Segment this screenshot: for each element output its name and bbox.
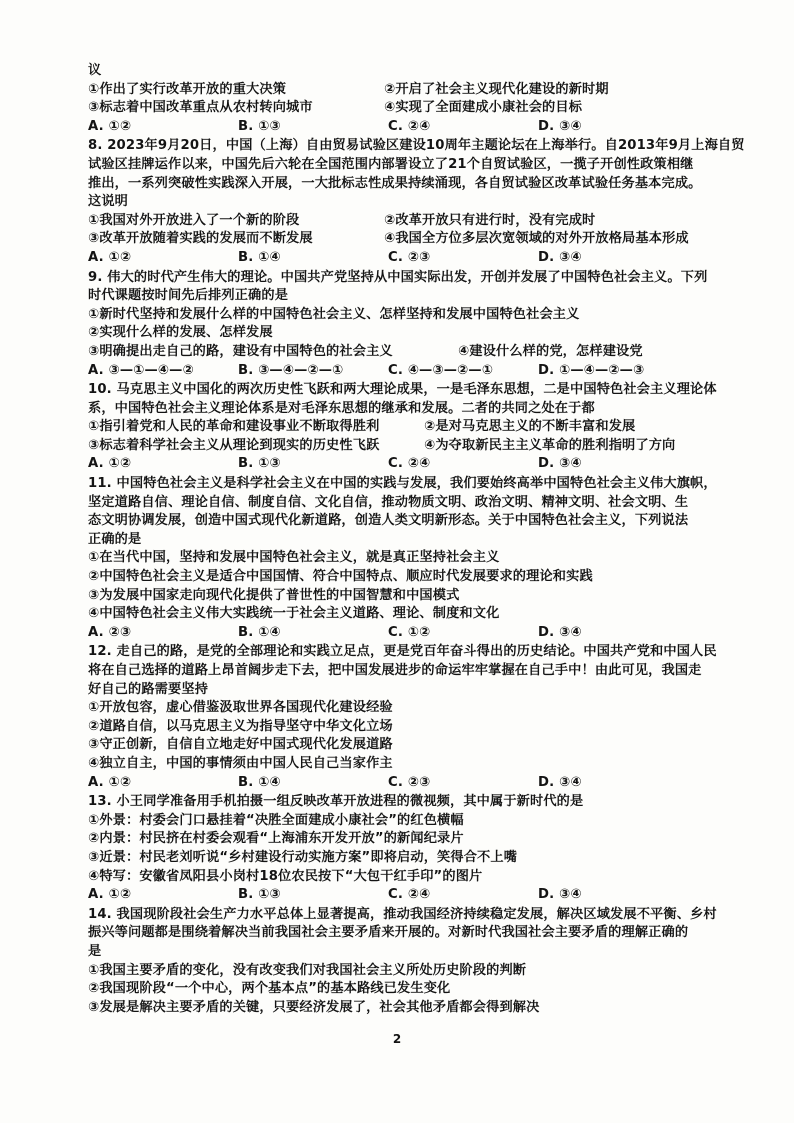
- question-stem-line: 12. 走自己的路，是党的全部理论和实践立足点，更是党百年奋斗得出的历史结论。中国共产党和中国人民: [88, 644, 717, 660]
- question-stem-line: 好自己的路需要坚持: [88, 681, 209, 697]
- question-stem-line: 态文明协调发展，创造中国式现代化新道路，创造人类文明新形态。关于中国特色社会主义，下列说法: [88, 513, 689, 529]
- question-stem-line: 坚定道路自信、理论自信、制度自信、文化自信，推动物质文明、政治文明、精神文明、社会文明、生: [88, 494, 689, 510]
- option-4: ④我国全方位多层次宽领域的对外开放格局基本形成: [384, 231, 689, 247]
- question-12: [88, 643, 718, 792]
- answer-b: B. ③—④—②—①: [238, 362, 344, 378]
- answer-a: A. ①②: [88, 887, 132, 903]
- answer-d: D. ③④: [538, 118, 582, 134]
- answer-d: D. ①—④—②—③: [538, 362, 645, 378]
- option-3: ③为发展中国家走向现代化提供了普世性的中国智慧和中国模式: [88, 587, 460, 603]
- question-stem-line: 这说明: [88, 194, 129, 210]
- option-row: [88, 212, 718, 231]
- option-3: ③守正创新，自信自立地走好中国式现代化发展道路: [88, 737, 393, 753]
- option-2: ②开启了社会主义现代化建设的新时期: [384, 81, 609, 97]
- option-1: ①作出了实行改革开放的重大决策: [88, 81, 287, 97]
- answer-c: C. ②④: [388, 118, 431, 134]
- question-stem-line: 11. 中国特色社会主义是科学社会主义在中国的实践与发展，我们要始终高举中国特色社会主义伟大旗帜，: [88, 476, 717, 492]
- answer-d: D. ③④: [538, 456, 582, 472]
- question-stem-line: 时代课题按时间先后排列正确的是: [88, 288, 289, 304]
- option-3: ③改革开放随着实践的发展而不断发展: [88, 231, 313, 247]
- question-14: [88, 906, 718, 1018]
- question-stem-line: 系，中国特色社会主义理论体系是对毛泽东思想的继承和发展。二者的共同之处在于都: [88, 400, 595, 416]
- question-13: [88, 793, 718, 905]
- answer-choices: [88, 455, 718, 474]
- option-row: [88, 99, 718, 118]
- question-stem-line: 正确的是: [88, 531, 142, 547]
- question-stem-line: 13. 小王同学准备用手机拍摄一组反映改革开放进程的微视频，其中属于新时代的是: [88, 794, 584, 810]
- option-4: ④为夺取新民主主义革命的胜利指明了方向: [424, 437, 676, 453]
- answer-c: C. ②③: [388, 249, 431, 265]
- answer-b: B. ①④: [238, 774, 281, 790]
- option-row: [88, 343, 718, 362]
- option-1: ①开放包容，虚心借鉴汲取世界各国现代化建设经验: [88, 700, 393, 716]
- question-stem-line: 8. 2023年9月20日，中国（上海）自由贸易试验区建设10周年主题论坛在上海举行。自2013年9月上海自贸: [88, 138, 745, 154]
- answer-choices: [88, 362, 718, 381]
- question-10: [88, 381, 718, 474]
- option-row: [88, 81, 718, 100]
- answer-d: D. ③④: [538, 624, 582, 640]
- answer-choices: [88, 249, 718, 268]
- answer-a: A. ①②: [88, 118, 132, 134]
- answer-a: A. ①②: [88, 456, 132, 472]
- answer-b: B. ①③: [238, 118, 281, 134]
- answer-a: A. ③—①—④—②: [88, 362, 194, 378]
- option-1: ①外景：村委会门口悬挂着“决胜全面建成小康社会”的红色横幅: [88, 812, 464, 828]
- question-stem-line: 9. 伟大的时代产生伟大的理论。中国共产党坚持从中国实际出发，开创并发展了中国特色社会主义。下列: [88, 269, 708, 285]
- option-1: ①新时代坚持和发展什么样的中国特色社会主义、怎样坚持和发展中国特色社会主义: [88, 306, 580, 322]
- question-9: [88, 269, 718, 381]
- page-number: 2: [392, 1032, 402, 1046]
- question-stem-line: 将在自己选择的道路上昂首阔步走下去，把中国发展进步的命运牢牢掌握在自己手中！由此可见，我国走: [88, 663, 702, 678]
- option-4: ④独立自主，中国的事情须由中国人民自己当家作主: [88, 755, 393, 771]
- answer-c: C. ④—③—②—①: [388, 362, 494, 378]
- answer-a: A. ①②: [88, 249, 132, 265]
- answer-a: A. ①②: [88, 774, 132, 790]
- question-stem-line: 议: [88, 63, 102, 78]
- answer-b: B. ①③: [238, 456, 281, 472]
- answer-c: C. ②④: [388, 456, 431, 472]
- option-3: ③标志着科学社会主义从理论到现实的历史性飞跃: [88, 437, 380, 453]
- option-4: ④建设什么样的党，怎样建设党: [458, 343, 643, 359]
- option-2: ②中国特色社会主义是适合中国国情、符合中国特点、顺应时代发展要求的理论和实践: [88, 569, 593, 585]
- answer-c: C. ②③: [388, 774, 431, 790]
- option-2: ②内景：村民挤在村委会观看“上海浦东开发开放”的新闻纪录片: [88, 831, 464, 847]
- option-2: ②我国现阶段“一个中心，两个基本点”的基本路线已发生变化: [88, 981, 451, 997]
- option-3: ③标志着中国改革重点从农村转向城市: [88, 100, 313, 116]
- answer-choices: [88, 624, 718, 643]
- question-8: [88, 137, 745, 267]
- option-1: ①我国对外开放进入了一个新的阶段: [88, 212, 300, 228]
- question-stem-line: 14. 我国现阶段社会生产力水平总体上显著提高，推动我国经济持续稳定发展，解决区域发展不平衡、乡村: [88, 906, 717, 922]
- option-4: ④实现了全面建成小康社会的目标: [384, 100, 583, 116]
- option-3: ③发展是解决主要矛盾的关键，只要经济发展了，社会其他矛盾都会得到解决: [88, 999, 540, 1015]
- exam-content: [88, 62, 745, 1017]
- option-3: ③近景：村民老刘听说“乡村建设行动实施方案”即将启动，笑得合不上嘴: [88, 849, 518, 865]
- option-4: ④中国特色社会主义伟大实践统一于社会主义道路、理论、制度和文化: [88, 606, 500, 622]
- answer-b: B. ①③: [238, 887, 281, 903]
- answer-d: D. ③④: [538, 774, 582, 790]
- answer-choices: [88, 774, 718, 793]
- option-1: ①指引着党和人民的革命和建设事业不断取得胜利: [88, 419, 380, 435]
- question-7-tail: [88, 62, 718, 136]
- option-row: [88, 230, 718, 249]
- option-2: ②是对马克思主义的不断丰富和发展: [424, 419, 636, 435]
- answer-d: D. ③④: [538, 887, 582, 903]
- answer-choices: [88, 886, 718, 905]
- answer-c: C. ②④: [388, 887, 431, 903]
- option-2: ②改革开放只有进行时，没有完成时: [384, 212, 596, 228]
- question-11: [88, 475, 718, 642]
- answer-b: B. ①④: [238, 249, 281, 265]
- question-stem-line: 是: [88, 943, 102, 959]
- answer-c: C. ①②: [388, 624, 431, 640]
- answer-a: A. ②③: [88, 624, 132, 640]
- answer-choices: [88, 118, 718, 137]
- question-stem-line: 试验区挂牌运作以来，中国先后六轮在全国范围内部署设立了21个自贸试验区，一揽子开创性政策相继: [88, 156, 694, 172]
- option-row: [88, 418, 718, 437]
- option-1: ①我国主要矛盾的变化，没有改变我们对我国社会主义所处历史阶段的判断: [88, 962, 527, 978]
- option-2: ②实现什么样的发展、怎样发展: [88, 325, 273, 341]
- answer-d: D. ③④: [538, 249, 582, 265]
- question-stem-line: 振兴等问题都是围绕着解决当前我国社会主要矛盾来开展的。对新时代我国社会主要矛盾的理解正确的: [88, 925, 689, 941]
- question-stem-line: 推出，一系列突破性实践深入开展，一大批标志性成果持续涌现，各自贸试验区改革试验任务基本完成。: [88, 175, 702, 191]
- question-stem-line: 10. 马克思主义中国化的两次历史性飞跃和两大理论成果，一是毛泽东思想，二是中国特色社会主义理论体: [88, 382, 717, 398]
- option-1: ①在当代中国，坚持和发展中国特色社会主义，就是真正坚持社会主义: [88, 550, 500, 566]
- option-2: ②道路自信，以马克思主义为指导坚守中华文化立场: [88, 718, 393, 734]
- option-row: [88, 437, 718, 456]
- option-3: ③明确提出走自己的路，建设有中国特色的社会主义: [88, 343, 393, 359]
- answer-b: B. ①④: [238, 624, 281, 640]
- option-4: ④特写：安徽省凤阳县小岗村18位农民按下“大包干红手印”的图片: [88, 868, 483, 884]
